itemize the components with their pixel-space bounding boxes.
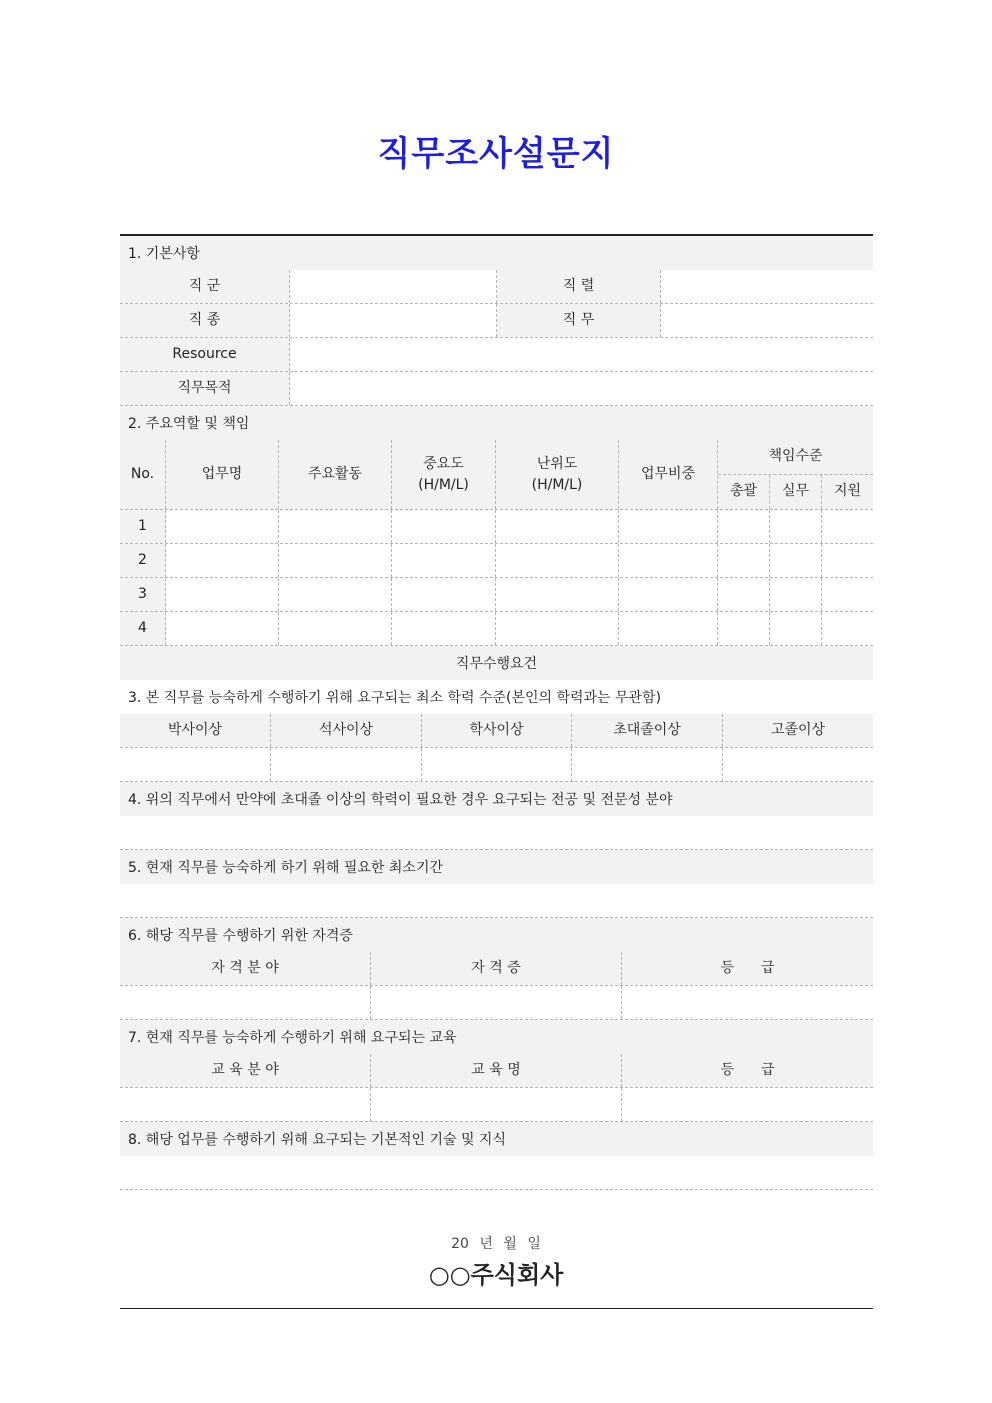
training-name-input[interactable] [371, 1088, 622, 1121]
roles-cell-input[interactable] [496, 510, 619, 543]
field-resource[interactable] [290, 338, 873, 371]
roles-cell-input[interactable] [619, 544, 718, 577]
roles-row [120, 578, 873, 612]
header-importance [392, 440, 496, 509]
roles-cell-input[interactable] [718, 510, 770, 543]
section-education-level-heading: 3. 본 직무를 능숙하게 수행하기 위해 요구되는 최소 학력 수준(본인의 학력과는 무관함) [120, 680, 873, 714]
cert-grade-input[interactable] [622, 986, 873, 1019]
header-difficulty-scale: (H/M/L) [531, 476, 583, 493]
header-responsibility-group [718, 440, 873, 509]
roles-row-number: 3 [120, 578, 166, 611]
edu-level-highschool: 고졸이상 [723, 714, 873, 747]
footer-company: ○○주식회사 [428, 1261, 564, 1289]
roles-cell-input[interactable] [822, 578, 873, 611]
roles-header-row [120, 440, 873, 510]
training-col-field: 교 육 분 야 [120, 1054, 371, 1087]
roles-cell-input[interactable] [619, 578, 718, 611]
roles-cell-input[interactable] [166, 578, 279, 611]
section-certificate-heading: 6. 해당 직무를 수행하기 위한 자격증 [120, 918, 873, 952]
roles-cell-input[interactable] [392, 578, 496, 611]
field-job-duty[interactable] [661, 304, 873, 337]
roles-cell-input[interactable] [718, 612, 770, 645]
roles-row-number: 2 [120, 544, 166, 577]
cert-col-field: 자 격 분 야 [120, 952, 371, 985]
edu-check-master[interactable] [271, 748, 422, 781]
section-roles-heading: 2. 주요역할 및 책임 [120, 406, 873, 440]
section-skills-heading: 8. 해당 업무를 수행하기 위해 요구되는 기본적인 기술 및 지식 [120, 1122, 873, 1156]
field-job-series[interactable] [661, 270, 873, 303]
edu-level-bachelor: 학사이상 [422, 714, 572, 747]
row-resource [120, 338, 873, 372]
label-job-duty: 직 무 [497, 304, 661, 337]
major-answer-row[interactable] [120, 816, 873, 850]
roles-cell-input[interactable] [392, 612, 496, 645]
roles-cell-input[interactable] [822, 544, 873, 577]
header-importance-scale: (H/M/L) [418, 476, 469, 493]
edu-level-master: 석사이상 [271, 714, 422, 747]
education-level-header-row [120, 714, 873, 748]
min-period-answer-row[interactable] [120, 884, 873, 918]
roles-row-number: 4 [120, 612, 166, 645]
edu-check-associate[interactable] [572, 748, 723, 781]
roles-cell-input[interactable] [166, 544, 279, 577]
roles-cell-input[interactable] [279, 578, 392, 611]
cert-name-input[interactable] [371, 986, 622, 1019]
field-job-type[interactable] [290, 304, 497, 337]
training-col-grade: 등 급 [622, 1054, 873, 1087]
skills-answer-row[interactable] [120, 1156, 873, 1190]
roles-cell-input[interactable] [166, 510, 279, 543]
education-level-check-row [120, 748, 873, 782]
roles-row [120, 544, 873, 578]
label-job-series: 직 렬 [497, 270, 661, 303]
header-task: 업무명 [166, 440, 279, 509]
form-title: 직무조사설문지 [377, 134, 615, 174]
roles-cell-input[interactable] [770, 612, 822, 645]
edu-level-associate: 초대졸이상 [572, 714, 723, 747]
section-min-period-heading: 5. 현재 직무를 능숙하게 하기 위해 필요한 최소기간 [120, 850, 873, 884]
edu-check-bachelor[interactable] [422, 748, 572, 781]
roles-cell-input[interactable] [279, 544, 392, 577]
label-purpose: 직무목적 [120, 372, 290, 405]
header-resp-overall: 총괄 [718, 475, 770, 510]
header-importance-label: 중요도 [423, 455, 464, 472]
field-purpose[interactable] [290, 372, 873, 405]
requirements-heading: 직무수행요건 [120, 646, 873, 680]
roles-cell-input[interactable] [718, 544, 770, 577]
label-job-type: 직 종 [120, 304, 290, 337]
edu-level-doctorate: 박사이상 [120, 714, 271, 747]
edu-check-doctorate[interactable] [120, 748, 271, 781]
roles-cell-input[interactable] [392, 510, 496, 543]
roles-cell-input[interactable] [770, 510, 822, 543]
roles-cell-input[interactable] [496, 612, 619, 645]
header-responsibility: 책임수준 [718, 440, 873, 475]
header-responsibility-sub [718, 475, 873, 510]
section-major-heading: 4. 위의 직무에서 만약에 초대졸 이상의 학력이 필요한 경우 요구되는 전공 및 전문성 분야 [120, 782, 873, 816]
certificate-header-row [120, 952, 873, 986]
roles-cell-input[interactable] [496, 578, 619, 611]
roles-row-number: 1 [120, 510, 166, 543]
training-col-name: 교 육 명 [371, 1054, 622, 1087]
cert-col-grade: 등 급 [622, 952, 873, 985]
roles-row [120, 510, 873, 544]
certificate-answer-row [120, 986, 873, 1020]
cert-field-input[interactable] [120, 986, 371, 1019]
row-purpose [120, 372, 873, 406]
cert-col-name: 자 격 증 [371, 952, 622, 985]
roles-cell-input[interactable] [279, 510, 392, 543]
roles-cell-input[interactable] [166, 612, 279, 645]
edu-check-highschool[interactable] [723, 748, 873, 781]
label-resource: Resource [120, 338, 290, 371]
header-activity: 주요활동 [279, 440, 392, 509]
header-weight: 업무비중 [619, 440, 718, 509]
roles-rows [120, 510, 873, 646]
section-basic-info-heading: 1. 기본사항 [120, 236, 873, 270]
roles-cell-input[interactable] [822, 612, 873, 645]
header-resp-support: 지원 [833, 483, 862, 500]
footer-divider [120, 1308, 873, 1309]
training-answer-row [120, 1088, 873, 1122]
header-difficulty-label: 난위도 [536, 455, 578, 472]
training-header-row [120, 1054, 873, 1088]
roles-cell-input[interactable] [718, 578, 770, 611]
roles-cell-input[interactable] [392, 544, 496, 577]
row-job-type-duty [120, 304, 873, 338]
training-grade-input[interactable] [622, 1088, 873, 1121]
roles-cell-input[interactable] [770, 544, 822, 577]
roles-row [120, 612, 873, 646]
section-training-heading: 7. 현재 직무를 능숙하게 수행하기 위해 요구되는 교육 [120, 1020, 873, 1054]
roles-cell-input[interactable] [619, 612, 718, 645]
label-job-group: 직 군 [120, 270, 290, 303]
roles-cell-input[interactable] [822, 510, 873, 543]
roles-cell-input[interactable] [770, 578, 822, 611]
training-field-input[interactable] [120, 1088, 371, 1121]
header-resp-practical: 실무 [770, 475, 822, 510]
roles-cell-input[interactable] [279, 612, 392, 645]
header-difficulty [496, 440, 619, 509]
job-survey-form [120, 234, 873, 1190]
roles-cell-input[interactable] [619, 510, 718, 543]
field-job-group[interactable] [290, 270, 497, 303]
row-job-group-series [120, 270, 873, 304]
roles-cell-input[interactable] [496, 544, 619, 577]
header-no: No. [120, 440, 166, 509]
footer-date: 20 년 월 일 [451, 1236, 541, 1252]
